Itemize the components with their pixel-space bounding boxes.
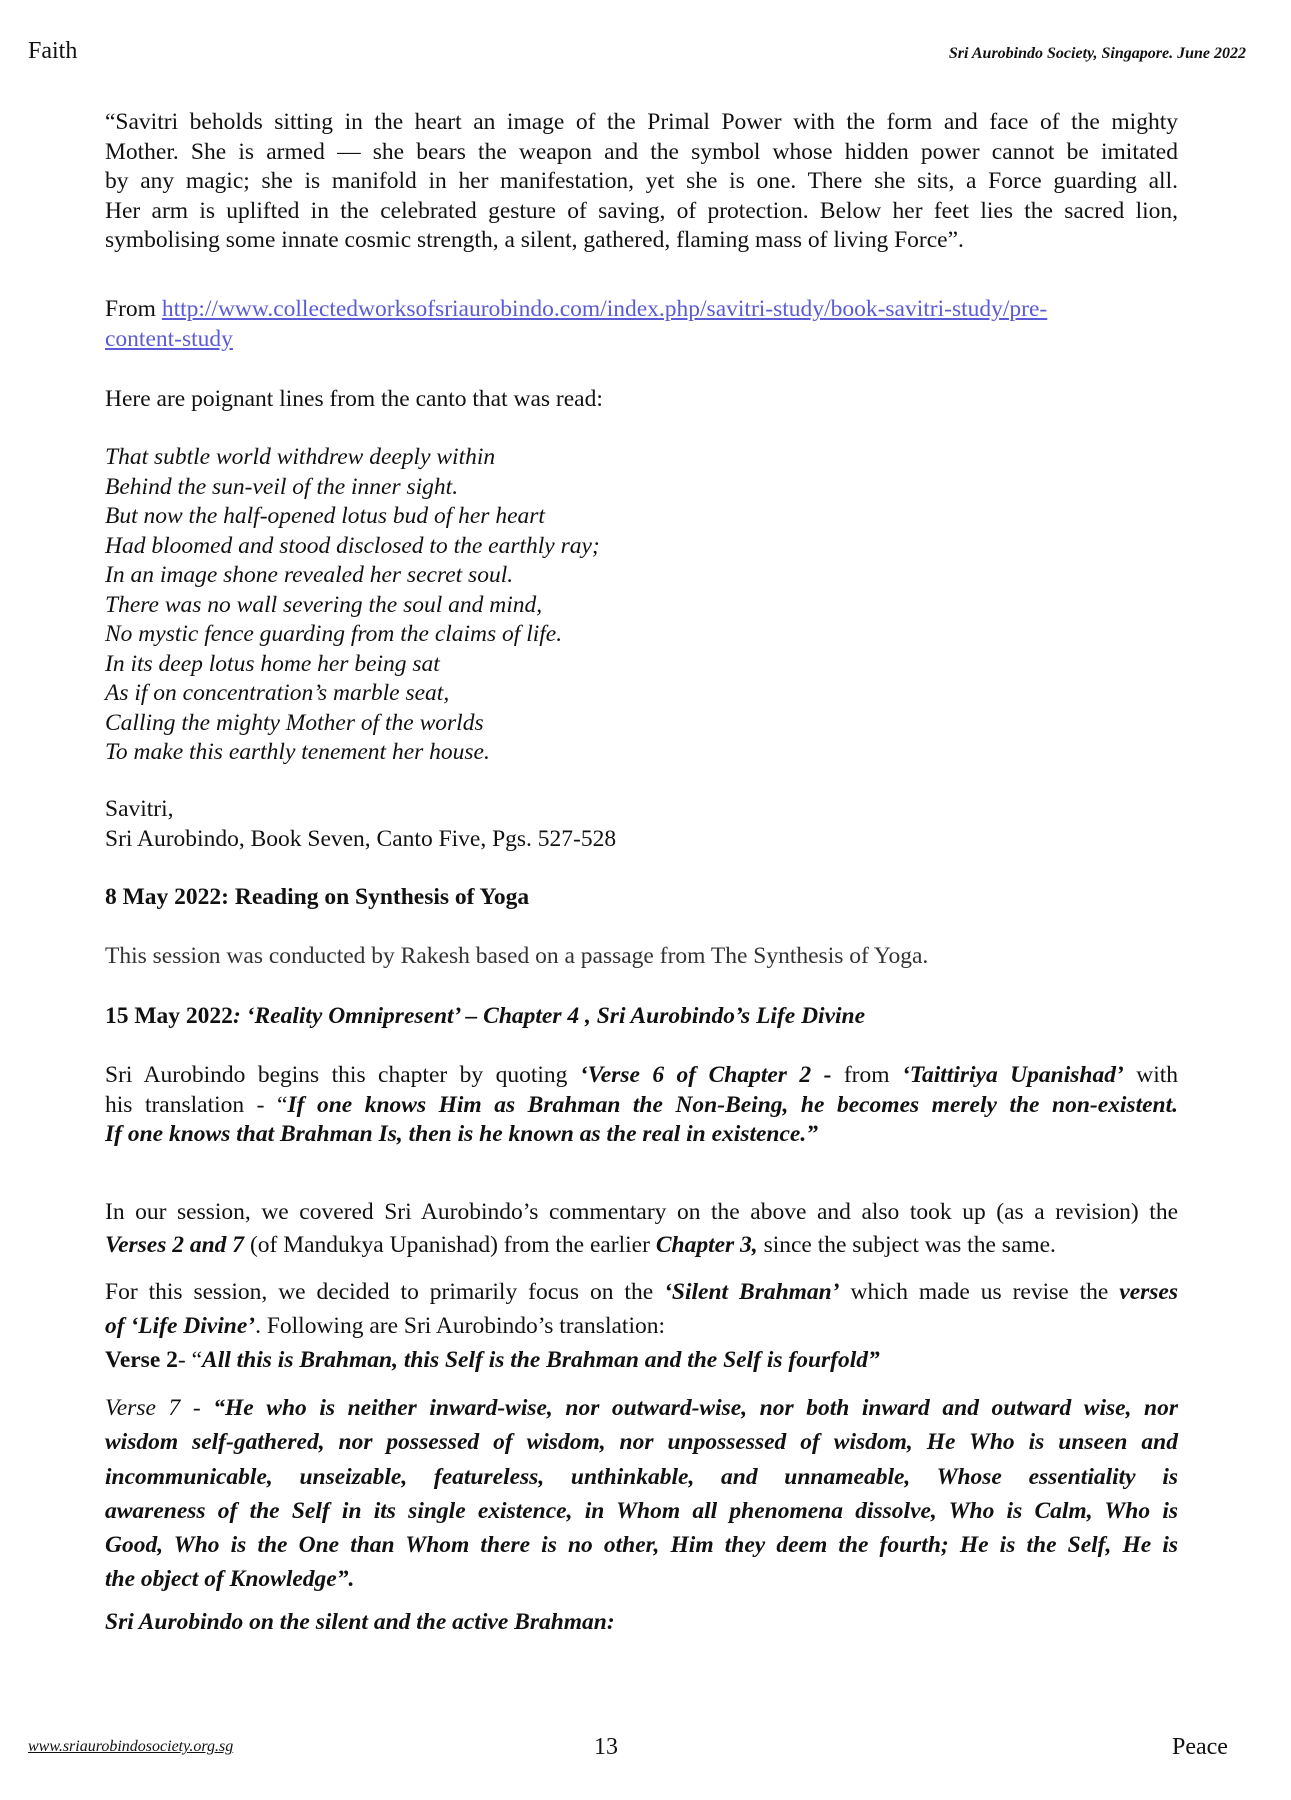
verse-line: Good, Who is the One than Whom there is no other, Him they deem the fourth; He is the Self, He is bbox=[105, 1532, 1178, 1559]
paragraph-focus bbox=[105, 1275, 1178, 1377]
verse2-label: Verse 2 bbox=[105, 1347, 178, 1373]
source-link-cont[interactable]: content-study bbox=[105, 325, 233, 352]
footer-website-link[interactable]: www.sriaurobindosociety.org.sg bbox=[28, 1738, 234, 1755]
header-right: Sri Aurobindo Society, Singapore. June 2022 bbox=[948, 45, 1246, 62]
text-line: symbolising some innate cosmic strength, a silent, gathered, flaming mass of living Force”. bbox=[105, 227, 964, 253]
poem-line: Had bloomed and stood disclosed to the earthly ray; bbox=[105, 532, 600, 559]
text: . Following are Sri Aurobindo’s translation: bbox=[255, 1313, 665, 1339]
poem bbox=[105, 443, 1178, 768]
page-number: 13 bbox=[594, 1734, 618, 1760]
citation-line: Sri Aurobindo, Book Seven, Canto Five, Pgs. 527-528 bbox=[105, 825, 617, 852]
verse2-text: All this is Brahman, this Self is the Brahman and the Self is fourfold” bbox=[202, 1347, 880, 1373]
text: verses bbox=[1119, 1279, 1179, 1305]
text-line: In our session, we covered Sri Aurobindo’s commentary on the above and also took up (as a revision) the bbox=[105, 1199, 1178, 1225]
text: If one knows Him as Brahman the Non-Being, he becomes merely the non-existent. bbox=[287, 1091, 1178, 1118]
text: his translation - “ bbox=[105, 1091, 288, 1118]
text: Chapter 3, bbox=[655, 1232, 758, 1258]
paragraph-verse6 bbox=[105, 1061, 1178, 1150]
quote-paragraph bbox=[105, 108, 1178, 256]
intro-text: Here are poignant lines from the canto that was read: bbox=[105, 386, 603, 412]
text: For this session, we decided to primarily focus on the bbox=[105, 1279, 665, 1305]
poem-line: But now the half-opened lotus bud of her heart bbox=[105, 503, 545, 529]
verse-line: incommunicable, unseizable, featureless, unthinkable, and unnameable, Whose essentiality is bbox=[105, 1463, 1178, 1490]
text-line: Mother. She is armed — she bears the weapon and the symbol whose hidden power cannot be imitated bbox=[105, 138, 1178, 165]
section-text: This session was conducted by Rakesh based on a passage from The Synthesis of Yoga. bbox=[105, 943, 929, 969]
text-line: “Savitri beholds sitting in the heart an image of the Primal Power with the form and face of the mighty bbox=[105, 109, 1178, 135]
poem-line: In an image shone revealed her secret soul. bbox=[105, 562, 514, 588]
text: ‘Verse 6 of Chapter 2 - bbox=[579, 1062, 844, 1088]
header-left: Faith bbox=[28, 38, 78, 64]
text: of ‘Life Divine’ bbox=[105, 1313, 256, 1339]
poem-line: Calling the mighty Mother of the worlds bbox=[105, 709, 484, 736]
citation bbox=[105, 795, 1178, 854]
verse-line: the object of Knowledge”. bbox=[105, 1566, 355, 1593]
poem-line: As if on concentration’s marble seat, bbox=[105, 680, 450, 706]
verse-line: wisdom self-gathered, nor possessed of wisdom, nor unpossessed of wisdom, He Who is unseen and bbox=[105, 1429, 1178, 1456]
text: since the subject was the same. bbox=[757, 1232, 1056, 1258]
text-line: Her arm is uplifted in the celebrated gesture of saving, of protection. Below her feet lies the sacred lion, bbox=[105, 197, 1178, 224]
section-heading: 8 May 2022: Reading on Synthesis of Yoga bbox=[105, 884, 530, 910]
verse7 bbox=[105, 1391, 1178, 1597]
source-prefix: From bbox=[105, 296, 162, 322]
poem-line: No mystic fence guarding from the claims of life. bbox=[105, 621, 563, 647]
poem-line: To make this earthly tenement her house. bbox=[105, 739, 490, 765]
text: which made us revise the bbox=[839, 1279, 1120, 1305]
section-heading bbox=[105, 1002, 1178, 1032]
paragraph-session bbox=[105, 1196, 1178, 1262]
poem-line: That subtle world withdrew deeply within bbox=[105, 444, 496, 470]
source-paragraph bbox=[105, 295, 1178, 354]
text-line: by any magic; she is manifold in her manifestation, yet she is one. There she sits, a Force guarding all. bbox=[105, 168, 1178, 194]
text: ‘Taittiriya Upanishad’ bbox=[901, 1062, 1124, 1088]
text: Sri Aurobindo begins this chapter by quoting bbox=[105, 1062, 580, 1088]
text: (of Mandukya Upanishad) from the earlier bbox=[244, 1232, 656, 1258]
citation-line: Savitri, bbox=[105, 796, 174, 822]
closing-heading: Sri Aurobindo on the silent and the active Brahman: bbox=[105, 1609, 615, 1635]
verse-line: awareness of the Self in its single existence, in Whom all phenomena dissolve, Who is Calm, Who is bbox=[105, 1497, 1178, 1524]
poem-line: There was no wall severing the soul and mind, bbox=[105, 591, 543, 618]
text: - “ bbox=[177, 1347, 203, 1373]
source-link[interactable]: http://www.collectedworksofsriaurobindo.com/index.php/savitri-study/book-savitri-study/pre- bbox=[161, 296, 1048, 322]
text: Verses 2 and 7 bbox=[105, 1232, 245, 1258]
text: from bbox=[843, 1062, 902, 1088]
text: ‘Silent Brahman’ bbox=[664, 1279, 840, 1305]
verse7-label: Verse 7 - bbox=[105, 1395, 214, 1421]
text: If one knows that Brahman Is, then is he known as the real in existence.” bbox=[105, 1121, 818, 1147]
text: with bbox=[1123, 1062, 1179, 1088]
poem-line: In its deep lotus home her being sat bbox=[105, 650, 440, 677]
heading-date: 15 May 2022 bbox=[105, 1003, 233, 1029]
verse-line: “He who is neither inward-wise, nor outward-wise, nor both inward and outward wise, nor bbox=[213, 1395, 1178, 1421]
footer-right: Peace bbox=[1172, 1734, 1228, 1760]
heading-title: : ‘Reality Omnipresent’ – Chapter 4 , Sri Aurobindo’s Life Divine bbox=[232, 1003, 866, 1029]
poem-line: Behind the sun-veil of the inner sight. bbox=[105, 473, 459, 500]
